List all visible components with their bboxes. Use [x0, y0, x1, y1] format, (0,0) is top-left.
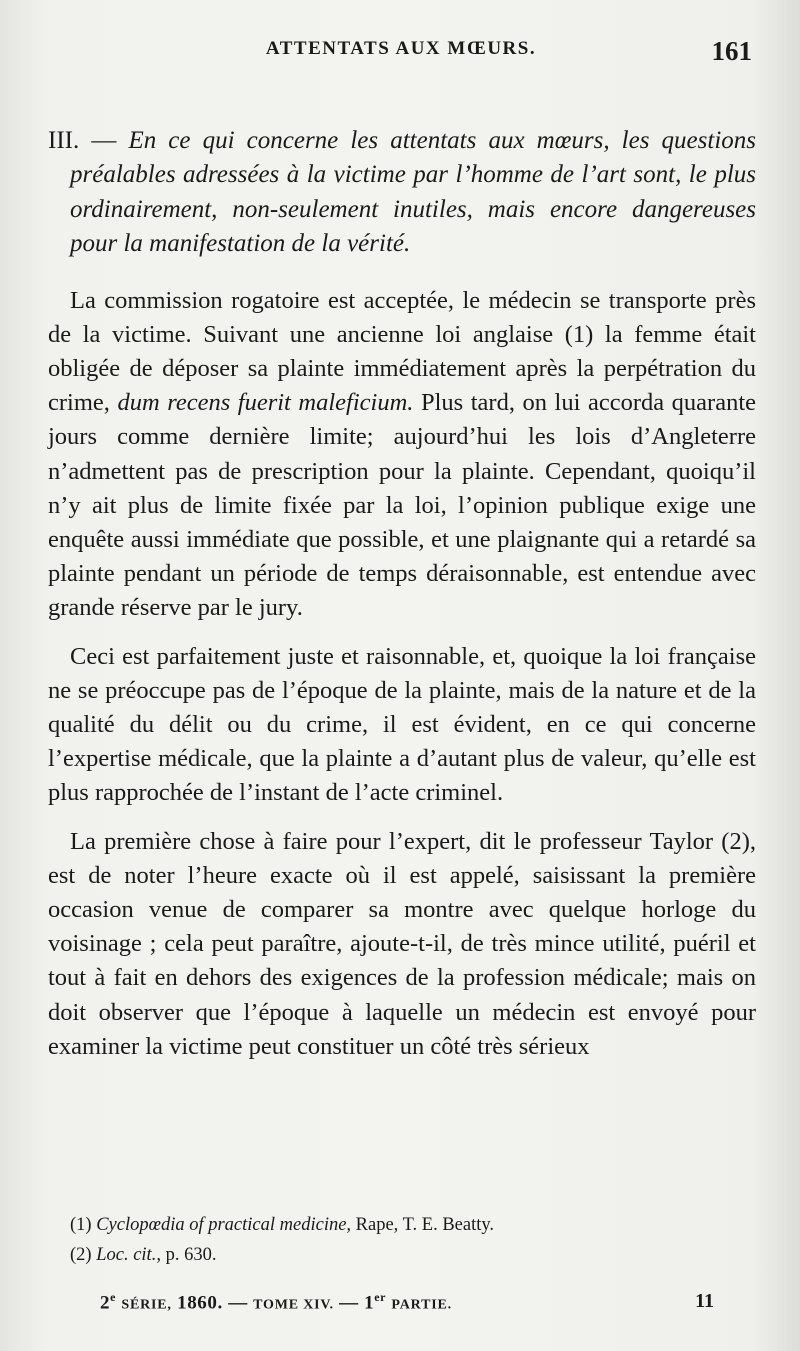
paragraph-1	[48, 284, 756, 626]
footnote-2-marker: (2)	[70, 1245, 92, 1265]
dash-1: —	[228, 1292, 248, 1314]
signature-line	[100, 1290, 714, 1314]
part-superscript: er	[374, 1290, 387, 1304]
rule-number: III. —	[48, 127, 117, 154]
footnote-1	[70, 1210, 750, 1240]
paragraph-2: Ceci est parfaitement juste et raisonnable, et, quoique la loi française ne se préoccupe pas de l’époque de la plainte, mais de la nature et de la qualité du délit ou du crime, il est évident, en ce qui concerne l’expertise médicale, que la plainte a d’autant plus de valeur, qu’elle est plus rapprochée de l’instant de l’acte criminel.	[48, 642, 756, 807]
rule-statement	[48, 124, 756, 262]
running-title: ATTENTATS AUX MŒURS.	[265, 38, 537, 59]
paragraph-3: La première chose à faire pour l’expert, dit le professeur Taylor (2), est de noter l’heure exacte où il est appelé, saisissant la première occasion venue de comparer sa montre avec quelque horloge du voisinage ; cela peut paraître, ajoute-t-il, de très mince utilité, puéril et tout à fait en dehors des exigences de la profession médicale; mais on doit observer que l’époque à laquelle un médecin est envoyé pour examiner la victime peut constituer un côté très sérieux	[48, 827, 756, 1060]
footnote-1-marker: (1)	[70, 1215, 92, 1235]
printer-signature	[100, 1290, 714, 1314]
page-number: 161	[711, 36, 752, 66]
body-text	[48, 124, 756, 1064]
footnote-1-title: Cyclopœdia of practical medicine,	[96, 1215, 352, 1235]
paragraph-1-part1: La commission rogatoire est acceptée, le médecin se transporte près de la victime. Suivant une ancienne loi anglaise (1) la femme était obligée de déposer sa plainte immédiatement après la perpétration du crime,	[48, 286, 756, 417]
paragraph-1-part2: Plus tard, on lui accorda quarante jours comme dernière limite; aujourd’hui les lois d’Angleterre n’admettent pas de prescription pour la plainte. Cependant, quoiqu’il n’y ait plus de limite fixée par la loi, l’opinion publique exige une enquête aussi immédiate que possible, et une plaignante qui a retardé sa plainte pendant un période de temps déraisonnable, est entendue avec grande réserve par le jury.	[48, 389, 756, 622]
footnote-2	[70, 1240, 750, 1270]
series-number: 2	[100, 1292, 111, 1314]
running-head	[50, 36, 752, 68]
dash-2: —	[339, 1292, 359, 1314]
footnote-2-rest: p. 630.	[160, 1245, 217, 1265]
part-number: 1	[364, 1292, 375, 1314]
part-word: PARTIE.	[391, 1297, 452, 1313]
latin-phrase: dum recens fuerit maleficium.	[117, 389, 414, 417]
footnote-2-title: Loc. cit.,	[96, 1245, 161, 1265]
footnotes	[70, 1210, 750, 1270]
series-word: SÉRIE,	[121, 1297, 172, 1313]
footnote-1-rest: Rape, T. E. Beatty.	[351, 1215, 495, 1235]
rule-text: En ce qui concerne les attentats aux mœurs, les questions préalables adressées à la victime par l’homme de l’art sont, le plus ordinairement, non-seulement inutiles, mais encore dangereuses pour la manifestation de la vérité.	[70, 127, 756, 258]
year: 1860.	[177, 1292, 223, 1314]
sheet-number: 11	[695, 1290, 714, 1312]
series-superscript: e	[110, 1290, 117, 1304]
tome: TOME XIV.	[253, 1297, 334, 1313]
